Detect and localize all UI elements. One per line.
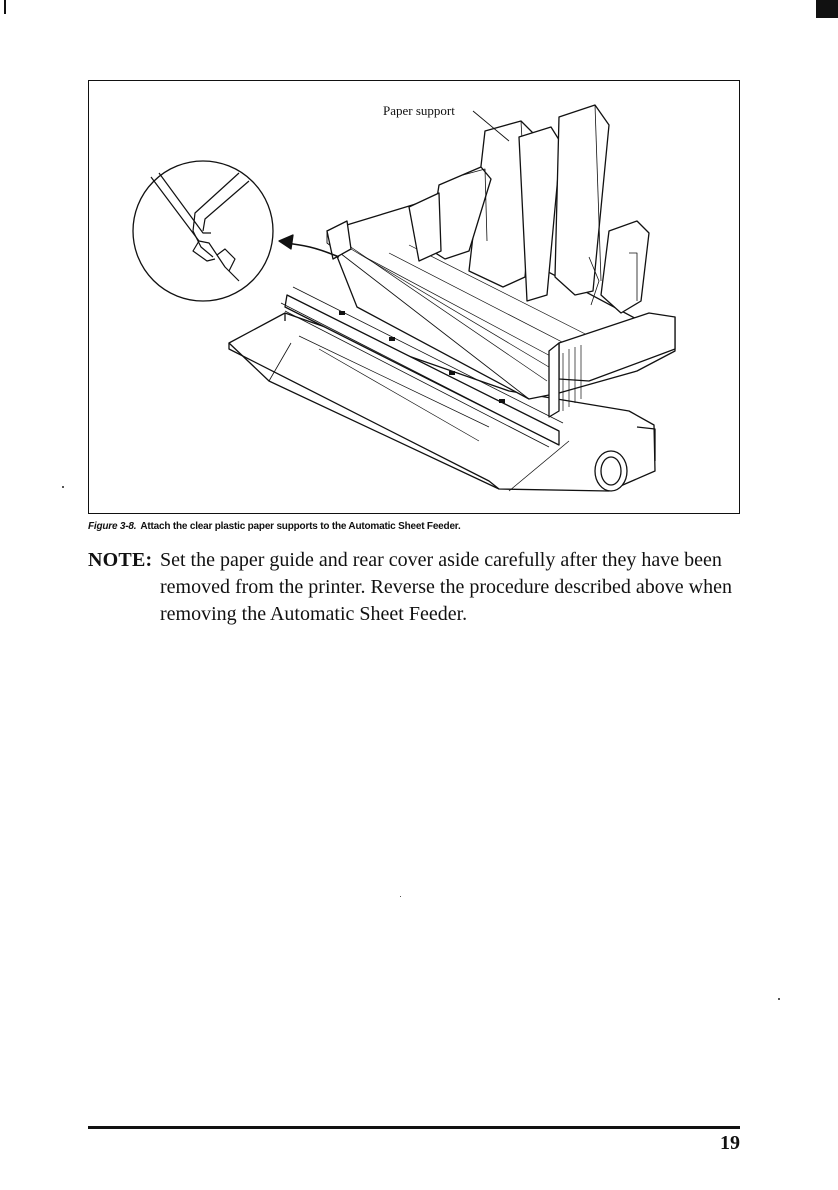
scan-speck xyxy=(400,896,401,897)
figure-frame xyxy=(88,80,740,514)
figure-caption xyxy=(88,521,748,532)
callout-paper-support: Paper support xyxy=(383,103,455,118)
paper-guide-right xyxy=(601,221,649,313)
footer-rule xyxy=(88,1126,740,1129)
figure-caption-text: Attach the clear plastic paper supports to the Automatic Sheet Feeder. xyxy=(140,521,461,532)
note-text: Set the paper guide and rear cover aside carefully after they have been removed from the printer. Reverse the procedure described above when removing the Automatic Sheet Feeder. xyxy=(160,549,732,625)
scan-speck xyxy=(62,486,64,488)
printer-sheet-feeder-illustration xyxy=(89,81,739,513)
note-label: NOTE: xyxy=(88,549,153,571)
page-number: 19 xyxy=(720,1132,740,1154)
scan-mark-corner xyxy=(816,0,838,18)
scan-speck xyxy=(778,998,780,1000)
figure-number: Figure 3-8. xyxy=(88,521,137,532)
scan-mark-left xyxy=(4,0,6,14)
